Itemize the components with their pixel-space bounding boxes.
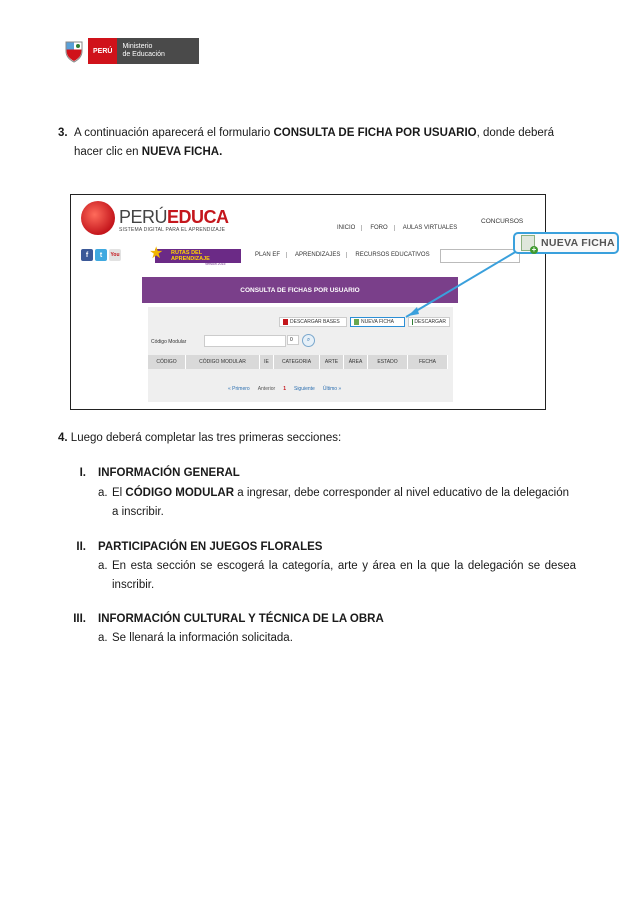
youtube-icon[interactable]: You bbox=[109, 249, 121, 261]
step-3 bbox=[58, 124, 578, 162]
perueduca-subtitle: SISTEMA DIGITAL PARA EL APRENDIZAJE bbox=[119, 227, 226, 233]
section-1-roman: I. bbox=[79, 467, 86, 479]
search-icon[interactable]: ⌕ bbox=[302, 334, 315, 347]
nav-aprendizajes[interactable]: APRENDIZAJES bbox=[295, 252, 347, 258]
col-arte: ARTE bbox=[320, 355, 344, 369]
col-codigo-modular: CÓDIGO MODULAR bbox=[186, 355, 260, 369]
peru-label: PERÚ bbox=[88, 38, 117, 64]
section-2-text: En esta sección se escogerá la categoría, arte y área en la que la delegación se desea inscribir. bbox=[112, 560, 576, 591]
pager-prev[interactable]: Anterior bbox=[257, 386, 276, 392]
nueva-ficha-label: NUEVA FICHA bbox=[361, 319, 394, 325]
section-1-text bbox=[112, 484, 576, 522]
ministerio-label bbox=[117, 38, 198, 64]
new-document-icon bbox=[521, 235, 535, 251]
step-3-form-name: CONSULTA DE FICHA POR USUARIO bbox=[273, 127, 477, 139]
nueva-ficha-callout bbox=[513, 232, 619, 254]
ministerio-line2: de Educación bbox=[122, 51, 165, 58]
section-1-item bbox=[98, 484, 576, 522]
col-area: ÁREA bbox=[344, 355, 368, 369]
nav-aulas-virtuales[interactable]: AULAS VIRTUALES bbox=[402, 225, 458, 231]
col-codigo: CÓDIGO bbox=[148, 355, 186, 369]
pager-first[interactable]: « Primero bbox=[228, 386, 250, 392]
step-4-text: Luego deberá completar las tres primeras secciones: bbox=[70, 432, 342, 444]
pager-next[interactable]: Siguiente bbox=[293, 386, 315, 392]
step-4 bbox=[58, 432, 341, 444]
callout-label: NUEVA FICHA bbox=[541, 237, 615, 249]
nav-recursos-educativos[interactable]: RECURSOS EDUCATIVOS bbox=[355, 252, 430, 258]
filter-select[interactable]: 0 bbox=[287, 335, 299, 345]
nav-inicio[interactable]: INICIO bbox=[337, 225, 362, 231]
rutas-banner[interactable]: RUTAS DEL APRENDIZAJE bbox=[155, 249, 241, 263]
col-fecha: FECHA bbox=[408, 355, 448, 369]
nav-plan-ef[interactable]: PLAN EF bbox=[255, 252, 287, 258]
step-3-button-name: NUEVA FICHA. bbox=[141, 146, 223, 158]
rutas-star-icon: ★ bbox=[149, 245, 164, 262]
section-3-title: INFORMACIÓN CULTURAL Y TÉCNICA DE LA OBRA bbox=[98, 613, 384, 625]
codigo-modular-label: Código Modular bbox=[151, 339, 187, 345]
facebook-icon[interactable]: f bbox=[81, 249, 93, 261]
section-3-letter: a. bbox=[98, 632, 108, 644]
descargar-label: DESCARGAR bbox=[414, 319, 446, 325]
nav-concursos[interactable]: CONCURSOS bbox=[481, 218, 524, 225]
step-3-text-part2: , donde deberá hacer clic en bbox=[74, 127, 554, 158]
brand-part2: EDUCA bbox=[167, 207, 229, 227]
step-3-number: 3. bbox=[58, 127, 68, 139]
callout-arrow bbox=[71, 195, 545, 409]
pager-last[interactable]: Último » bbox=[322, 386, 342, 392]
section-3-item bbox=[98, 629, 576, 648]
coat-of-arms-icon bbox=[64, 39, 84, 63]
section-2-roman: II. bbox=[76, 541, 86, 553]
form-screenshot bbox=[70, 194, 615, 410]
twitter-icon[interactable]: t bbox=[95, 249, 107, 261]
ministerio-logo bbox=[64, 38, 199, 64]
ministerio-line1: Ministerio bbox=[122, 43, 153, 50]
section-2-title: PARTICIPACIÓN EN JUEGOS FLORALES bbox=[98, 541, 323, 553]
nav-foro[interactable]: FORO bbox=[370, 225, 394, 231]
col-ie: IE bbox=[260, 355, 274, 369]
step-3-text-part1: A continuación aparecerá el formulario bbox=[74, 127, 274, 139]
pager-current: 1 bbox=[283, 386, 286, 392]
descargar-bases-label: DESCARGAR BASES bbox=[290, 319, 340, 325]
section-3-text: Se llenará la información solicitada. bbox=[112, 632, 293, 644]
section-1-title: INFORMACIÓN GENERAL bbox=[98, 467, 240, 479]
col-estado: ESTADO bbox=[368, 355, 408, 369]
section-2-item bbox=[98, 557, 576, 595]
section-2-letter: a. bbox=[98, 560, 108, 572]
section-1-text-part1: El bbox=[112, 487, 126, 499]
panel-title: CONSULTA DE FICHAS POR USUARIO bbox=[142, 277, 458, 303]
brand-part1: PERÚ bbox=[119, 207, 168, 227]
step-3-text bbox=[74, 124, 578, 162]
step-4-number: 4. bbox=[58, 432, 68, 444]
section-3-roman: III. bbox=[73, 613, 86, 625]
rutas-version: Versión 2015 bbox=[205, 262, 226, 266]
section-1-bold: CÓDIGO MODULAR bbox=[125, 487, 235, 499]
section-1-letter: a. bbox=[98, 487, 108, 499]
col-categoria: CATEGORIA bbox=[274, 355, 320, 369]
section-1-text-part2: a ingresar, debe corresponder al nivel educativo de la delegación a inscribir. bbox=[112, 487, 570, 518]
